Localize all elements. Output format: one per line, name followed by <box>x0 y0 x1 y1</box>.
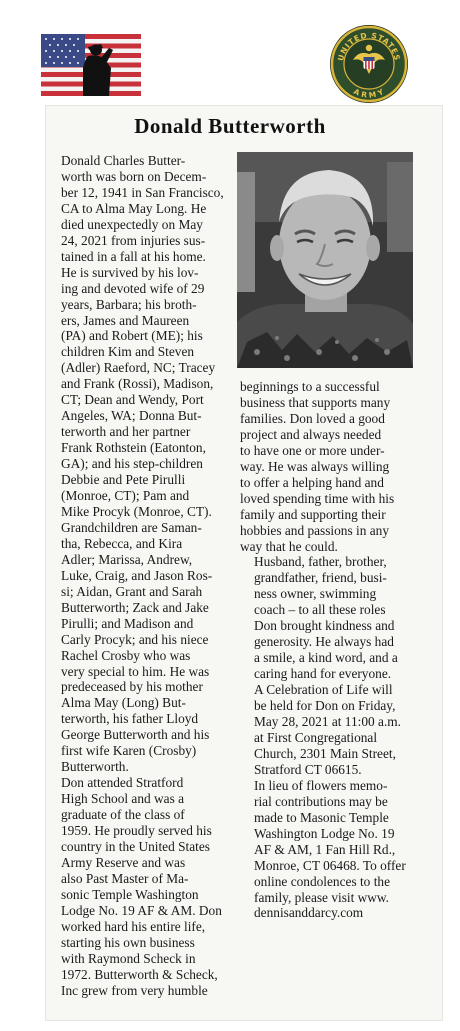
text-line: children Kim and Steven <box>61 344 195 360</box>
text-line: at First Congregational <box>254 729 378 745</box>
text-line: Angeles, WA; Donna But- <box>61 408 202 424</box>
text-line: CT; Dean and Wendy, Port <box>61 392 204 408</box>
obituary-column-right <box>240 379 420 921</box>
text-line: terworth and her partner <box>61 424 191 440</box>
text-line: ness owner, swimming <box>254 586 377 602</box>
text-line: ing and devoted wife of 29 <box>61 280 205 296</box>
text-line: A Celebration of Life will <box>254 682 393 698</box>
seal-top-text: UNITED STATES <box>336 30 402 62</box>
text-line: starting his own business <box>61 934 195 950</box>
text-line: sonic Temple Washington <box>61 886 199 902</box>
text-line: project and always needed <box>240 426 382 442</box>
text-line: worth was born on Decem- <box>61 168 207 184</box>
text-line: dennisanddarcy.com <box>254 905 364 921</box>
text-line: Debbie and Pete Pirulli <box>61 472 186 488</box>
obituary-column-left <box>47 153 233 999</box>
text-line: caring hand for everyone. <box>254 666 392 682</box>
paragraph <box>240 554 420 682</box>
text-line: rial contributions may be <box>254 793 388 809</box>
text-line: Luke, Craig, and Jason Ros- <box>61 567 213 583</box>
text-line: families. Don loved a good <box>240 410 385 426</box>
text-line: Grandchildren are Saman- <box>61 519 202 535</box>
text-line: online condolences to the <box>254 873 390 889</box>
seal-bottom-text: ARMY <box>352 86 386 100</box>
text-line: be held for Don on Friday, <box>254 698 396 714</box>
text-line: George Butterworth and his <box>61 727 210 743</box>
text-line: a smile, a kind word, and a <box>254 650 398 666</box>
text-line: Don attended Stratford <box>61 775 184 791</box>
text-line: Adler; Marissa, Andrew, <box>61 551 193 567</box>
text-line: way. He was always willing <box>240 458 390 474</box>
text-line: (PA) and Robert (ME); his <box>61 328 203 344</box>
text-line: beginnings to a successful <box>240 379 380 394</box>
text-line: In lieu of flowers memo- <box>254 777 388 793</box>
text-line: Rachel Crosby who was <box>61 647 191 663</box>
text-line: May 28, 2021 at 11:00 a.m. <box>254 714 402 730</box>
text-line: Monroe, CT 06468. To offer <box>254 857 406 873</box>
text-line: worked hard his entire life, <box>61 918 206 934</box>
text-line: He is survived by his lov- <box>61 264 199 280</box>
text-line: made to Masonic Temple <box>254 809 389 825</box>
text-line: (Monroe, CT); Pam and <box>61 488 190 504</box>
text-line: business that supports many <box>240 394 391 410</box>
paragraph <box>240 379 420 554</box>
text-line: way that he could. <box>240 538 338 554</box>
text-line: Alma May (Long) But- <box>61 695 186 711</box>
text-line: hobbies and passions in any <box>240 522 389 538</box>
portrait-photo <box>237 152 413 368</box>
text-line: Church, 2301 Main Street, <box>254 745 396 761</box>
text-line: Army Reserve and was <box>61 854 186 870</box>
text-line: Butterworth. <box>61 759 129 775</box>
flag-soldier-salute-icon <box>41 34 141 96</box>
text-line: tha, Rebecca, and Kira <box>61 535 183 551</box>
text-line: High School and was a <box>61 791 185 807</box>
text-line: very special to him. He was <box>61 663 210 679</box>
text-line: 1959. He proudly served his <box>61 823 212 839</box>
text-line: coach – to all these roles <box>254 602 386 618</box>
text-line: Frank Rothstein (Eatonton, <box>61 440 206 456</box>
text-line: grandfather, friend, busi- <box>254 570 387 586</box>
paragraph <box>240 778 420 922</box>
text-line: si; Aidan, Grant and Sarah <box>61 583 203 599</box>
text-line: generosity. He always had <box>254 634 394 650</box>
text-line: first wife Karen (Crosby) <box>61 743 197 759</box>
paragraph <box>240 682 420 778</box>
text-line: Mike Procyk (Monroe, CT). <box>61 503 212 519</box>
page-title: Donald Butterworth <box>134 114 326 138</box>
text-line: Inc grew from very humble <box>61 982 208 998</box>
text-line: family and supporting their <box>240 506 386 522</box>
text-line: Husband, father, brother, <box>254 554 387 570</box>
text-line: Pirulli; and Madison and <box>61 615 194 631</box>
text-line: with Raymond Scheck in <box>61 950 196 966</box>
paragraph <box>47 775 233 998</box>
text-line: Butterworth; Zack and Jake <box>61 599 209 615</box>
text-line: died unexpectedly on May <box>61 216 203 232</box>
text-line: Stratford CT 06615. <box>254 761 362 777</box>
text-line: Lodge No. 19 AF & AM. Don <box>61 902 222 918</box>
text-line: Washington Lodge No. 19 <box>254 825 395 841</box>
text-line: graduate of the class of <box>61 807 185 823</box>
text-line: ers, James and Maureen <box>61 312 190 328</box>
text-line: tained in a fall at his home. <box>61 248 206 264</box>
text-line: GA); and his step-children <box>61 456 203 472</box>
army-seal-icon <box>329 24 409 104</box>
text-line: and Frank (Rossi), Madison, <box>61 376 214 392</box>
text-line: to have one or more under- <box>240 442 385 458</box>
text-line: 24, 2021 from injuries sus- <box>61 232 206 248</box>
text-line: terworth, his father Lloyd <box>61 711 199 727</box>
text-line: Donald Charles Butter- <box>61 153 186 168</box>
text-line: (Adler) Raeford, NC; Tracey <box>61 360 216 376</box>
text-line: ber 12, 1941 in San Francisco, <box>61 184 224 200</box>
text-line: to offer a helping hand and <box>240 474 384 490</box>
text-line: years, Barbara; his broth- <box>61 296 197 312</box>
text-line: CA to Alma May Long. He <box>61 200 207 216</box>
text-line: also Past Master of Ma- <box>61 870 189 886</box>
text-line: loved spending time with his <box>240 490 395 506</box>
paragraph <box>47 265 233 776</box>
text-line: Carly Procyk; and his niece <box>61 631 209 647</box>
text-line: 1972. Butterworth & Scheck, <box>61 966 218 982</box>
text-line: predeceased by his mother <box>61 679 203 695</box>
text-line: AF & AM, 1 Fan Hill Rd., <box>254 841 396 857</box>
paragraph <box>47 153 233 265</box>
text-line: country in the United States <box>61 838 210 854</box>
text-line: Don brought kindness and <box>254 618 395 634</box>
text-line: family, please visit www. <box>254 889 390 905</box>
